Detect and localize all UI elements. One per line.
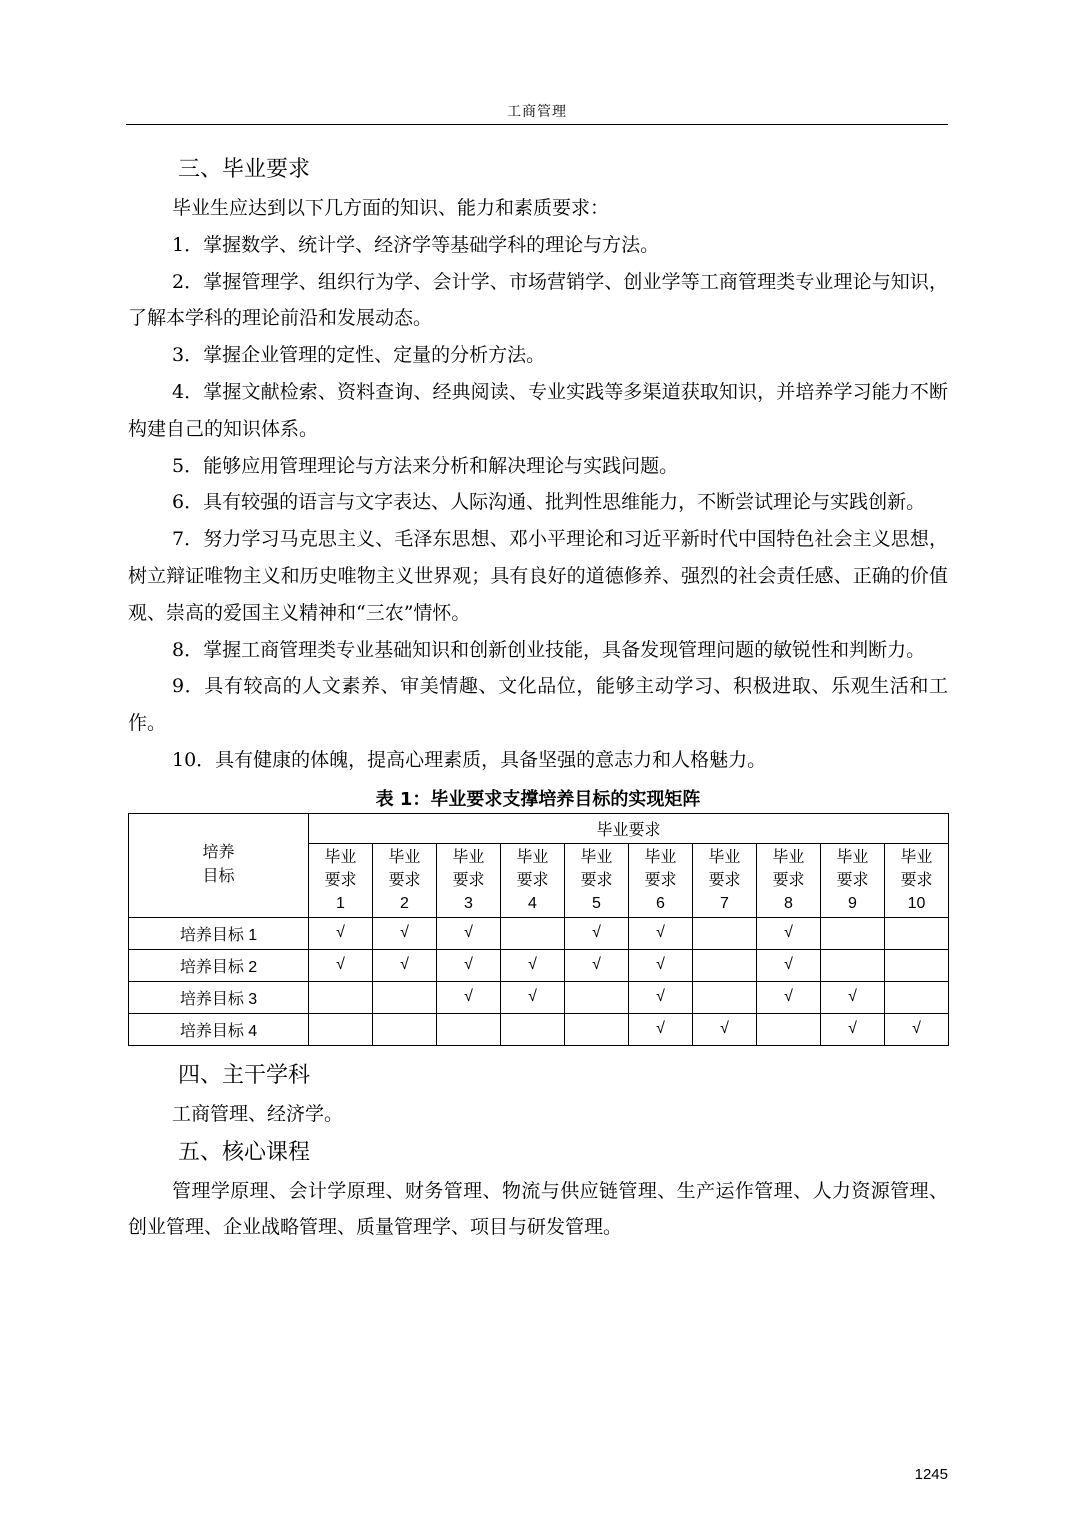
column-header-requirement-7 bbox=[693, 843, 757, 917]
column-header-line2: 要求 bbox=[836, 871, 869, 889]
matrix-cell: √ bbox=[821, 981, 885, 1013]
matrix-cell: √ bbox=[373, 917, 437, 949]
matrix-cell bbox=[373, 981, 437, 1013]
matrix-cell bbox=[693, 949, 757, 981]
column-header-line1: 毕业 bbox=[580, 848, 613, 866]
column-header-number: 9 bbox=[848, 894, 857, 912]
requirement-item-1: 1．掌握数学、统计学、经济学等基础学科的理论与方法。 bbox=[172, 233, 660, 256]
column-header-number: 10 bbox=[907, 894, 926, 912]
corner-line-2: 目标 bbox=[202, 868, 235, 886]
table-body bbox=[129, 917, 949, 1045]
matrix-cell bbox=[693, 981, 757, 1013]
matrix-cell bbox=[501, 917, 565, 949]
column-header-line1: 毕业 bbox=[452, 848, 485, 866]
table-row bbox=[129, 1013, 949, 1045]
column-header-line2: 要求 bbox=[452, 871, 485, 889]
matrix-cell: √ bbox=[757, 917, 821, 949]
requirement-item-6: 6．具有较强的语言与文字表达、人际沟通、批判性思维能力，不断尝试理论与实践创新。 bbox=[172, 491, 926, 514]
table-corner-header bbox=[129, 813, 309, 917]
page-number: 1245 bbox=[914, 1466, 948, 1483]
requirement-item-10: 10．具有健康的体魄，提高心理素质，具备坚强的意志力和人格魅力。 bbox=[172, 748, 767, 771]
requirement-item-5: 5．能够应用管理理论与方法来分析和解决理论与实践问题。 bbox=[172, 454, 679, 477]
matrix-cell: √ bbox=[309, 949, 373, 981]
core-courses-text: 管理学原理、会计学原理、财务管理、物流与供应链管理、生产运作管理、人力资源管理、创业管理、企业战略管理、质量管理学、项目与研发管理。 bbox=[128, 1179, 948, 1239]
matrix-cell: √ bbox=[501, 949, 565, 981]
matrix-cell: √ bbox=[629, 917, 693, 949]
page-header: 工商管理 bbox=[126, 100, 948, 125]
column-header-requirement-10 bbox=[885, 843, 949, 917]
column-header-line1: 毕业 bbox=[900, 848, 933, 866]
matrix-cell bbox=[885, 917, 949, 949]
matrix-cell bbox=[565, 981, 629, 1013]
requirement-item-2: 2．掌握管理学、组织行为学、会计学、市场营销学、创业学等工商管理类专业理论与知识，了解本学科的理论前沿和发展动态。 bbox=[128, 270, 948, 330]
major-disciplines-text: 工商管理、经济学。 bbox=[172, 1102, 344, 1125]
table-row bbox=[129, 917, 949, 949]
matrix-cell: √ bbox=[757, 949, 821, 981]
column-header-line1: 毕业 bbox=[772, 848, 805, 866]
matrix-cell: √ bbox=[437, 949, 501, 981]
matrix-cell bbox=[565, 1013, 629, 1045]
column-header-number: 6 bbox=[656, 894, 665, 912]
matrix-cell: √ bbox=[565, 949, 629, 981]
table-row bbox=[129, 981, 949, 1013]
column-header-requirement-6 bbox=[629, 843, 693, 917]
column-header-number: 4 bbox=[528, 894, 537, 912]
column-header-requirement-1 bbox=[309, 843, 373, 917]
matrix-cell: √ bbox=[629, 949, 693, 981]
table-caption: 表 1：毕业要求支撑培养目标的实现矩阵 bbox=[375, 788, 701, 810]
column-header-line2: 要求 bbox=[516, 871, 549, 889]
page-content bbox=[128, 150, 948, 1246]
requirement-item-3: 3．掌握企业管理的定性、定量的分析方法。 bbox=[172, 344, 546, 367]
matrix-cell bbox=[373, 1013, 437, 1045]
matrix-cell bbox=[693, 917, 757, 949]
column-header-line1: 毕业 bbox=[324, 848, 357, 866]
column-header-line2: 要求 bbox=[324, 871, 357, 889]
matrix-cell bbox=[885, 949, 949, 981]
matrix-cell bbox=[501, 1013, 565, 1045]
row-label: 培养目标 2 bbox=[129, 949, 309, 981]
matrix-cell: √ bbox=[437, 981, 501, 1013]
group-header: 毕业要求 bbox=[309, 813, 949, 843]
column-header-requirement-5 bbox=[565, 843, 629, 917]
column-header-number: 5 bbox=[592, 894, 601, 912]
row-label: 培养目标 4 bbox=[129, 1013, 309, 1045]
matrix-cell bbox=[757, 1013, 821, 1045]
section-title-core-courses: 五、核心课程 bbox=[178, 1139, 311, 1165]
support-matrix-table bbox=[128, 813, 949, 1046]
matrix-cell bbox=[309, 1013, 373, 1045]
column-header-number: 2 bbox=[400, 894, 409, 912]
column-header-line2: 要求 bbox=[644, 871, 677, 889]
matrix-cell: √ bbox=[565, 917, 629, 949]
row-label: 培养目标 3 bbox=[129, 981, 309, 1013]
matrix-cell: √ bbox=[757, 981, 821, 1013]
matrix-cell: √ bbox=[501, 981, 565, 1013]
matrix-cell bbox=[437, 1013, 501, 1045]
matrix-cell: √ bbox=[629, 981, 693, 1013]
requirement-item-9: 9．具有较高的人文素养、审美情趣、文化品位，能够主动学习、积极进取、乐观生活和工作。 bbox=[128, 675, 948, 735]
column-header-line1: 毕业 bbox=[708, 848, 741, 866]
matrix-cell: √ bbox=[373, 949, 437, 981]
matrix-cell: √ bbox=[437, 917, 501, 949]
requirements-list bbox=[128, 227, 948, 779]
column-header-requirement-9 bbox=[821, 843, 885, 917]
section-intro: 毕业生应达到以下几方面的知识、能力和素质要求： bbox=[172, 197, 610, 219]
column-header-line2: 要求 bbox=[388, 871, 421, 889]
column-header-requirement-4 bbox=[501, 843, 565, 917]
column-header-line1: 毕业 bbox=[388, 848, 421, 866]
column-header-requirement-3 bbox=[437, 843, 501, 917]
column-header-number: 3 bbox=[464, 894, 473, 912]
requirement-item-8: 8．掌握工商管理类专业基础知识和创新创业技能，具备发现管理问题的敏锐性和判断力。 bbox=[172, 638, 926, 661]
table-row bbox=[129, 949, 949, 981]
row-label: 培养目标 1 bbox=[129, 917, 309, 949]
column-header-line2: 要求 bbox=[900, 871, 933, 889]
column-header-requirement-8 bbox=[757, 843, 821, 917]
column-header-line2: 要求 bbox=[772, 871, 805, 889]
column-header-requirement-2 bbox=[373, 843, 437, 917]
requirement-item-4: 4．掌握文献检索、资料查询、经典阅读、专业实践等多渠道获取知识，并培养学习能力不断构建自己的知识体系。 bbox=[128, 380, 948, 440]
column-header-number: 7 bbox=[720, 894, 729, 912]
matrix-cell bbox=[309, 981, 373, 1013]
corner-line-1: 培养 bbox=[202, 844, 235, 862]
matrix-cell: √ bbox=[309, 917, 373, 949]
matrix-cell bbox=[821, 917, 885, 949]
matrix-cell bbox=[885, 981, 949, 1013]
matrix-cell: √ bbox=[693, 1013, 757, 1045]
column-header-line2: 要求 bbox=[708, 871, 741, 889]
column-header-line1: 毕业 bbox=[516, 848, 549, 866]
matrix-cell bbox=[821, 949, 885, 981]
matrix-cell: √ bbox=[821, 1013, 885, 1045]
column-header-line1: 毕业 bbox=[644, 848, 677, 866]
column-header-number: 1 bbox=[336, 894, 345, 912]
requirement-item-7: 7．努力学习马克思主义、毛泽东思想、邓小平理论和习近平新时代中国特色社会主义思想，树立辩证唯物主义和历史唯物主义世界观；具有良好的道德修养、强烈的社会责任感、正确的价值观、崇高的爱国主义精神和“三农”情怀。 bbox=[128, 528, 948, 624]
column-header-line2: 要求 bbox=[580, 871, 613, 889]
matrix-cell: √ bbox=[629, 1013, 693, 1045]
column-header-line1: 毕业 bbox=[836, 848, 869, 866]
section-title-graduation-requirements: 三、毕业要求 bbox=[178, 157, 311, 182]
matrix-cell: √ bbox=[885, 1013, 949, 1045]
column-header-number: 8 bbox=[784, 894, 793, 912]
section-title-major-disciplines: 四、主干学科 bbox=[178, 1062, 311, 1088]
